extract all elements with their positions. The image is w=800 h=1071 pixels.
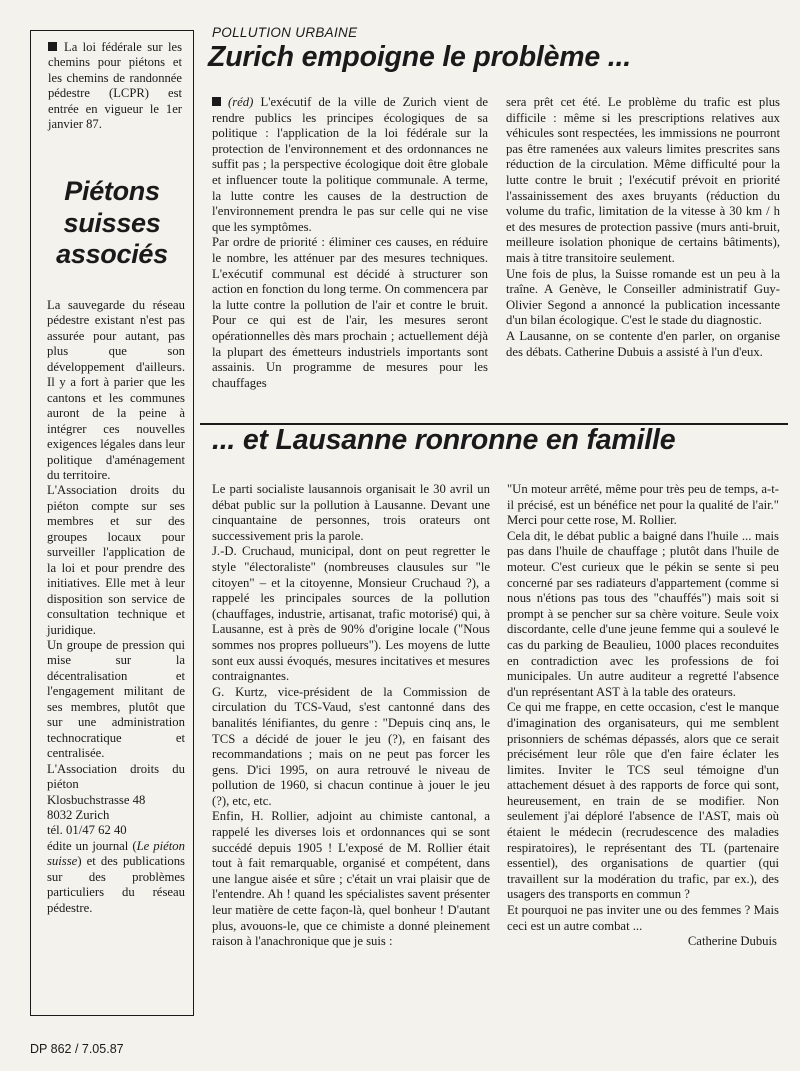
sidebar-title-line: Piétons <box>64 176 160 206</box>
author-signature: Catherine Dubuis <box>687 934 777 949</box>
contact-text: édite un journal ( <box>47 838 137 853</box>
article-paragraph: G. Kurtz, vice-président de la Commission de circulation du TCS-Vaud, s'est cantonné dans des banalités lénifiantes, du genre : "Depuis cinq ans, le TCS a décidé de jouer le jeu (?), en faisant des recommandations ; mais on ne peut pas forcer les gens. D'ici 1995, on aura retrouvé le niveau de pollution de 1960, si chacun continue à jouer le jeu (?), etc, etc. <box>212 684 490 808</box>
sidebar-body <box>47 298 185 916</box>
sidebar-note-text: La loi fédérale sur les chemins pour piétons et les chemins de randonnée pédestre (LCPR) est entrée en vigueur le 1er janvier 87. <box>48 40 182 132</box>
article1-column-1 <box>212 95 488 391</box>
page-footer: DP 862 / 7.05.87 <box>30 1042 124 1056</box>
article-paragraph: "Un moteur arrêté, même pour très peu de temps, a-t-il précisé, est un bénéfice net pour la qualité de l'air." Merci pour cette rose, M. Rollier. <box>507 482 779 528</box>
contact-text: ) et des publications sur des problèmes particuliers du réseau pédestre. <box>47 854 185 915</box>
sidebar-title <box>36 176 188 271</box>
article-paragraph: Une fois de plus, la Suisse romande est un peu à la traîne. A Genève, le Conseiller administratif Guy-Olivier Segond a annoncé la publication incessante d'un bilan écologique. C'est le stade du diagnostic. <box>506 266 780 328</box>
article2-column-2 <box>507 482 779 950</box>
article-paragraph: Enfin, H. Rollier, adjoint au chimiste cantonal, a rappelé les diverses lois et ordonnances qui se sont succédé depuis 1905 ! L'exposé de M. Rollier était tout à fait remarquable, organisé et compétent, dans une langue aisée et sûre ; c'était un vrai plaisir que de l'entendre. Ah ! quand les spécialistes savent présenter leur matière de cette façon-là, quel bonheur ! D'autant plus, avouons-le, que ce chimiste a donné pleinement raison à l'anachronique que je suis : <box>212 809 490 949</box>
sidebar-paragraph: Un groupe de pression qui mise sur la décentralisation et l'engagement militant de ses membres, plutôt que sur une administration technocratique et centralisée. <box>47 637 185 761</box>
paragraph-text: L'exécutif de la ville de Zurich vient de rendre publics les principes écologiques de sa politique : l'application de la loi fédérale sur la protection de l'environnement et des ordonnances ne suffit pas ; la perspective écologique doit être globale et influencer toute la politique communale. A terme, la lutte contre les causes de la destruction de l'environnement prendra le pas sur celle qui ne vise que les symptômes. <box>212 95 489 234</box>
sidebar-contact <box>47 762 185 917</box>
sidebar-note <box>48 40 182 132</box>
article1-column-2 <box>506 95 780 360</box>
article-paragraph: sera prêt cet été. Le problème du trafic est plus difficile : même si les prescriptions relatives aux véhicules sont respectées, les immissions ne pourront pas être ramenées aux valeurs limites prescrites sans réduction de la circulation. Même difficulté pour la lutte contre le bruit ; l'exécutif prévoit en priorité l'assainissement des axes bruyants (réduction du volume du trafic, limitation de la vitesse à 30 km / h et des mesures de protection passive (murs anti-bruit, meilleure isolation phonique de certains bâtiments), mais à titre transitoire seulement. <box>506 95 780 265</box>
article-paragraph: Le parti socialiste lausannois organisait le 30 avril un débat public sur la pollution à Lausanne. Devant une cinquantaine de personnes, trois orateurs ont successivement pris la parole. <box>212 482 490 543</box>
journal-title: Le piéton suisse <box>47 838 185 869</box>
article-paragraph: A Lausanne, on se contente d'en parler, on organise des débats. Catherine Dubuis a assisté à l'un d'eux. <box>506 328 780 359</box>
contact-city: 8032 Zurich <box>47 807 110 822</box>
article-paragraph: Cela dit, le débat public a baigné dans l'huile ... mais pas dans l'huile de chauffage ; plutôt dans l'huile de moteur. C'est curieux que le pékin se sente si peu concerné par ses radiateurs d'appartement (comme si nous n'étions pas tous des "chauffés") mais soit si prompt à se pencher sur sa chère voiture. Seule voix discordante, celle d'une jeune femme qui a soulevé le cas du parking de Beaulieu, 1000 places reconduites en contradiction avec les professions de foi municipales. Un autre auditeur a regretté l'absence d'un représentant AST à la table des orateurs. <box>507 528 779 699</box>
byline: (réd) <box>228 95 254 109</box>
article-paragraph <box>212 95 488 235</box>
article-paragraph: Ce qui me frappe, en cette occasion, c'est le manque d'imagination des organisateurs, qui me semblent prisonniers de schémas dépassés, alors que ce serait précisément leur rôle que d'en faire éclater les limites. Inviter le TCS seul témoigne d'un attachement désuet à des rapports de force qui sont, heureusement, en train de se modifier. Non seulement j'ai déploré l'absence de l'AST, mais où étaient le médecin (recrudescence des maladies respiratoires), le représentant des TL (partenaire essentiel), des organisations de quartier (qui travaillent sur la modération du trafic, par ex.), des usagers des transports en commun ? <box>507 700 779 902</box>
bullet-icon <box>212 97 221 106</box>
sidebar-title-line: associés <box>56 239 168 269</box>
contact-street: Klosbuchstrasse 48 <box>47 792 146 807</box>
article-paragraph: Et pourquoi ne pas inviter une ou des femmes ? Mais ceci est un autre combat ... <box>507 903 779 933</box>
bullet-icon <box>48 42 57 51</box>
contact-phone: tél. 01/47 62 40 <box>47 823 127 838</box>
headline-lausanne: ... et Lausanne ronronne en famille <box>212 424 676 456</box>
contact-name: L'Association droits du piéton <box>47 761 185 792</box>
sidebar-title-line: suisses <box>63 207 161 238</box>
section-kicker: POLLUTION URBAINE <box>212 25 358 40</box>
article-paragraph: J.-D. Cruchaud, municipal, dont on peut regretter le style "électoraliste" (nombreuses clausules sur "le citoyen" – et la citoyenne, Monsieur Cruchaud ?), a rappelé les principales sources de la pollution (chauffages, industrie, artisanat, trafic motorisé) qui, à Lausanne, est à près de 90% d'origine locale ("Nous sommes nos propres pollueurs"). Les moyens de lutte sont eux aussi évoqués, mesures incitatives et mesures contraignantes. <box>212 544 490 684</box>
article-paragraph: Par ordre de priorité : éliminer ces causes, en réduire le nombre, les atténuer par des mesures techniques. L'exécutif communal est décidé à structurer son action en fonction du long terme. On commencera par la lutte contre la pollution de l'air et contre le bruit. Pour ce qui est de l'air, les mesures seront opérationnelles dès mars prochain ; actuellement déjà la plupart des émetteurs industriels importants sont assainis. Un programme de mesures pour les chauffages <box>212 235 488 390</box>
sidebar-paragraph: La sauvegarde du réseau pédestre existant n'est pas assurée pour autant, pas plus que son développement d'ailleurs. Il y a fort à parier que les cantons et les communes auront de la peine à intégrer ces nouvelles exigences légales dans leur politique d'aménagement du territoire. <box>47 298 185 482</box>
headline-zurich: Zurich empoigne le problème ... <box>208 41 631 73</box>
sidebar-paragraph: L'Association droits du piéton compte sur ses membres et sur des groupes locaux pour surveiller l'application de la loi et pour prendre des initiatives. Elle met à leur disposition son service de consultation technique et juridique. <box>47 483 185 637</box>
article2-column-1 <box>212 482 490 950</box>
